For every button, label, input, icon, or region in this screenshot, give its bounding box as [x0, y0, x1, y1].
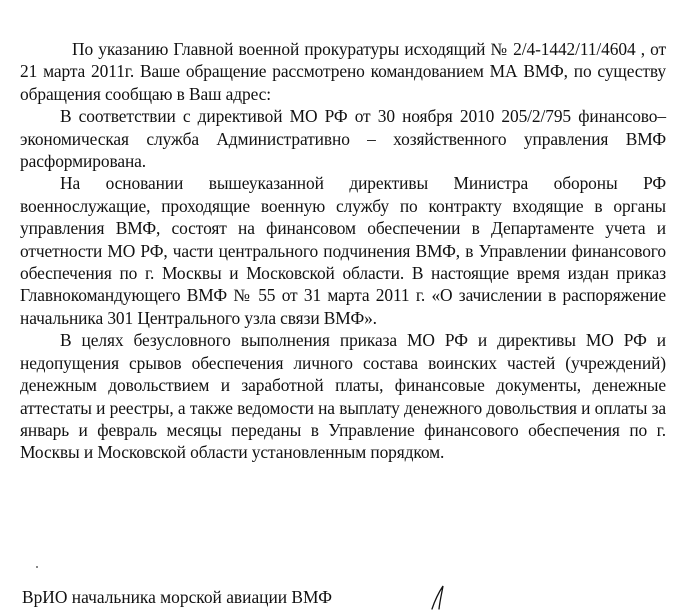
paragraph-basis: На основании вышеуказанной директивы Министра обороны РФ военнослужащие, проходящие военную службу по контракту входящие в органы управления ВМФ, состоят на финансовом обеспечении в Департаменте учета и отчетности МО РФ, части центрального подчинения ВМФ, в Управлении финансового обеспечения по г. Москвы и Московской области. В настоящие время издан приказ Главнокомандующего ВМФ № 55 от 31 марта 2011 г. «О зачислении в распоряжение начальника 301 Центрального узла связи ВМФ».	[20, 173, 666, 328]
letter-body	[20, 38, 666, 464]
paragraph-directive: В соответствии с директивой МО РФ от 30 ноября 2010 205/2/795 финансово–экономическая служба Административно – хозяйственного управления ВМФ расформирована.	[20, 106, 666, 172]
signature-title: ВрИО начальника морской авиации ВМФ	[22, 587, 333, 607]
paragraph-measures: В целях безусловного выполнения приказа МО РФ и директивы МО РФ и недопущения срывов обеспечения личного состава воинских частей (учреждений) денежным довольствием и заработной платы, финансовые документы, денежные аттестаты и реестры, а также ведомости на выплату денежного довольствия и оплаты за январь и февраль месяцы переданы в Управление финансового обеспечения по г. Москвы и Московской области установленным порядком.	[20, 330, 666, 463]
handwritten-signature-mark	[426, 584, 450, 610]
paragraph-intro: По указанию Главной военной прокуратуры исходящий № 2/4-1442/11/4604 , от 21 марта 2011г. Ваше обращение рассмотрено командованием МА ВМФ, по существу обращения сообщаю в Ваш адрес:	[20, 39, 666, 104]
scan-speck	[36, 566, 38, 568]
